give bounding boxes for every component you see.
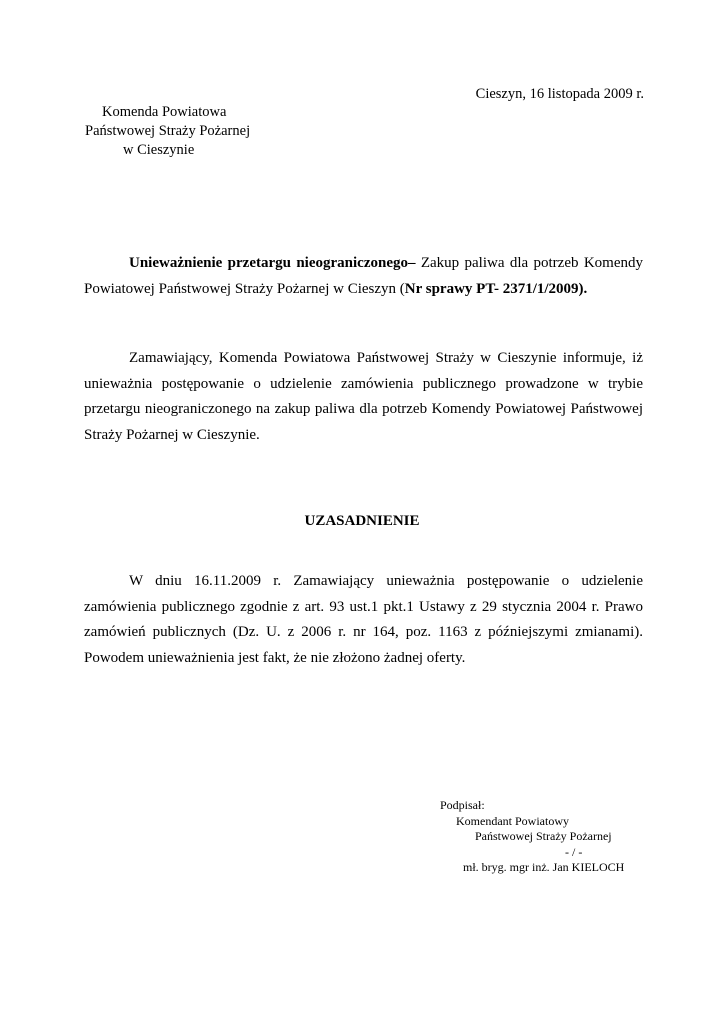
sender-block	[85, 103, 250, 160]
justification-text: W dniu 16.11.2009 r. Zamawiający unieważnia postępowanie o udzielenie zamówienia publicznego zgodnie z art. 93 ust.1 pkt.1 Ustawy z 29 stycznia 2004 r. Prawo zamówień publicznych (Dz. U. z 2006 r. nr 164, poz. 1163 z późniejszymi zmianami). Powodem unieważnienia jest fakt, że nie złożono żadnej oferty.	[84, 573, 643, 666]
sender-line-3: w Cieszynie	[123, 142, 195, 158]
justification-paragraph	[84, 569, 643, 671]
subject-paragraph	[84, 251, 643, 302]
subject-title: Unieważnienie przetargu nieograniczonego–	[129, 255, 416, 271]
signatory-title-1: Komendant Powiatowy	[456, 813, 569, 828]
subject-text: Zakup paliwa dla potrzeb Komendy Powiatowej Państwowej Straży Pożarnej w Cieszyn (	[84, 255, 643, 297]
signed-label: Podpisał:	[440, 798, 485, 812]
signature-block	[440, 798, 624, 876]
case-number: Nr sprawy PT- 2371/1/2009).	[404, 280, 588, 297]
signatory-name: mł. bryg. mgr inż. Jan KIELOCH	[463, 860, 625, 874]
sender-line-1: Komenda Powiatowa	[102, 104, 227, 120]
notice-paragraph	[84, 346, 643, 448]
notice-text: Zamawiający, Komenda Powiatowa Państwowej Straży w Cieszynie informuje, iż unieważnia postępowanie o udzielenie zamówienia publicznego prowadzone w trybie przetargu nieograniczonego na zakup paliwa dla potrzeb Komendy Powiatowej Państwowej Straży Pożarnej w Cieszynie.	[84, 350, 643, 443]
signature-mark: - / -	[565, 844, 583, 859]
sender-line-2: Państwowej Straży Pożarnej	[85, 123, 251, 139]
document-date: Cieszyn, 16 listopada 2009 r.	[475, 86, 644, 102]
justification-heading: UZASADNIENIE	[304, 513, 420, 529]
signatory-title-2: Państwowej Straży Pożarnej	[475, 829, 612, 843]
